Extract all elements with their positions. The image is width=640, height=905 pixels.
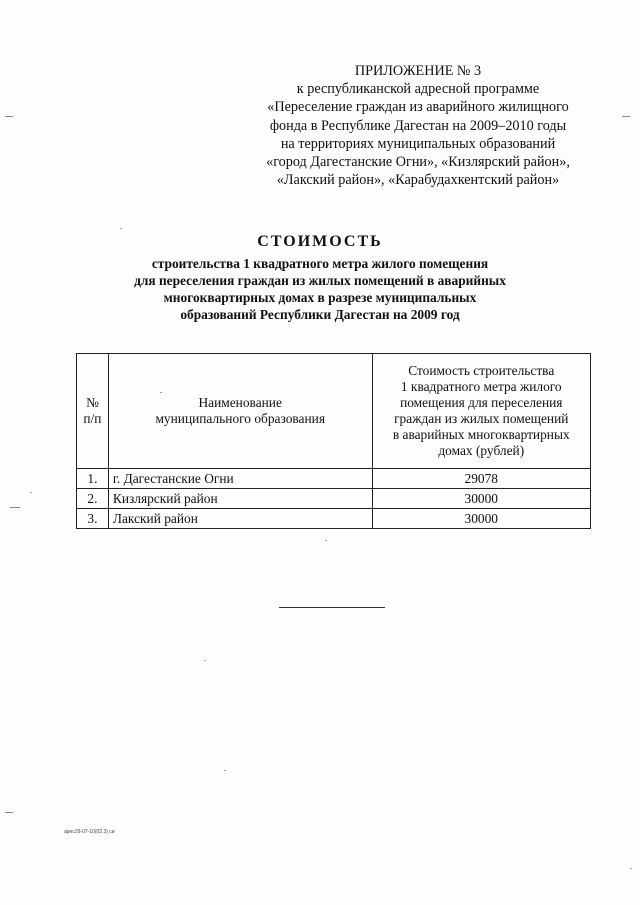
appendix-line: «Переселение граждан из аварийного жилищного — [267, 99, 569, 116]
table-row — [77, 469, 591, 489]
table-header-row — [77, 354, 591, 469]
row-municipality: г. Дагестанские Огни — [108, 469, 372, 489]
subtitle-line: образований Республики Дагестан на 2009 год — [180, 307, 460, 322]
header-municipality — [108, 354, 372, 469]
appendix-title: ПРИЛОЖЕНИЕ № 3 — [354, 63, 482, 79]
appendix-line: к республиканской адресной программе — [296, 81, 540, 98]
header-cost-line: 1 квадратного метра жилого — [400, 379, 562, 394]
scan-dot — [630, 868, 632, 869]
row-municipality: Кизлярский район — [108, 489, 372, 509]
header-cost-line: помещения для переселения — [400, 395, 563, 410]
scan-mark — [622, 116, 630, 117]
header-cost-line: Стоимость строительства — [408, 363, 555, 378]
end-divider — [279, 607, 385, 608]
header-number-line: № — [86, 395, 99, 410]
row-number: 2. — [77, 489, 109, 509]
row-number: 1. — [77, 469, 109, 489]
header-cost — [372, 354, 590, 469]
cost-table — [76, 353, 591, 529]
document-title: СТОИМОСТЬ — [257, 233, 383, 250]
subtitle-line: строительства 1 квадратного метра жилого помещения — [151, 256, 489, 271]
scan-dot — [30, 492, 32, 493]
table-row — [77, 509, 591, 529]
scan-mark — [10, 507, 20, 508]
row-cost: 30000 — [372, 509, 590, 529]
scan-mark — [5, 812, 13, 813]
subtitle-line: многоквартирных домах в разрезе муниципальных — [163, 290, 477, 305]
header-cost-line: в аварийных многоквартирных — [392, 427, 570, 442]
scan-dot — [120, 228, 122, 229]
scan-dot — [325, 540, 327, 541]
header-number-line: п/п — [83, 411, 102, 426]
header-number — [77, 354, 109, 469]
scan-dot — [204, 660, 206, 661]
table-row — [77, 489, 591, 509]
row-municipality: Лакский район — [108, 509, 372, 529]
scan-mark — [5, 116, 13, 117]
scan-dot — [160, 392, 162, 393]
document-subtitle — [90, 255, 550, 323]
appendix-line: фонда в Республике Дагестан на 2009–2010 годы — [269, 117, 567, 134]
row-number: 3. — [77, 509, 109, 529]
row-cost: 30000 — [372, 489, 590, 509]
scan-dot — [224, 770, 226, 771]
appendix-line: на территориях муниципальных образований — [280, 135, 556, 152]
header-cost-line: домах (рублей) — [438, 443, 525, 458]
appendix-header — [248, 62, 588, 189]
header-municipality-line: муниципального образования — [155, 411, 325, 426]
header-cost-line: граждан из жилых помещений — [394, 411, 569, 426]
header-municipality-line: Наименование — [198, 395, 282, 410]
appendix-line: «город Дагестанские Огни», «Кизлярский район», — [266, 154, 570, 171]
footer-code: арнс29-07-10(02.3) си — [64, 829, 115, 835]
appendix-line: «Лакский район», «Карабудахкентский район» — [276, 172, 560, 189]
subtitle-line: для переселения граждан из жилых помещений в аварийных — [134, 273, 506, 288]
row-cost: 29078 — [372, 469, 590, 489]
